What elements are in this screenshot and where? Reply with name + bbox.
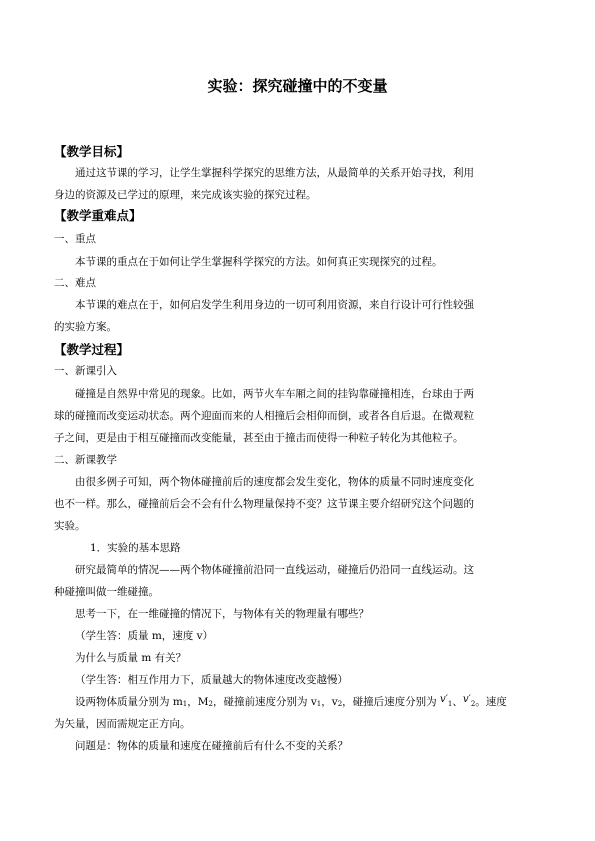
section-heading-process: 【教学过程】 [54,342,130,357]
paragraph-line: 通过这节课的学习，让学生掌握科学探究的思维方法，从最简单的关系开始寻找，利用 [75,167,474,179]
paragraph-line: 本节课的重点在于如何让学生掌握科学探究的方法。如何真正实现探究的过程。 [75,256,443,268]
student-answer: （学生答：质量 m，速度 v） [75,630,214,642]
subscript: 2 [337,700,343,708]
assume-text: ，碰撞前速度分别为 v [213,696,317,708]
section-heading-goals: 【教学目标】 [54,144,130,159]
paragraph-line: 为什么与质量 m 有关？ [75,652,187,664]
assume-text: 、 [452,696,463,708]
paragraph-line: 研究最简单的情况——两个物体碰撞前沿同一直线运动，碰撞后仍沿同一直线运动。这 [75,564,474,576]
velocity-prime: v′ [440,694,448,705]
velocity-prime: v′ [462,694,471,705]
paragraph-line: 种碰撞叫做一维碰撞。 [54,586,159,598]
assume-text: 。速度 [475,696,507,708]
paragraph-line: 为矢量，因而需规定正方向。 [54,718,191,730]
page-title: 实验：探究碰撞中的不变量 [207,77,388,95]
paragraph-line: 子之间，更是由于相互碰撞而改变能量，甚至由于撞击而使得一种粒子转化为其他粒子。 [54,432,464,444]
subscript: 2 [470,700,476,708]
assumption-line [75,695,507,711]
subheading-difficulty: 二、难点 [54,277,96,289]
subheading-basic-idea: 1．实验的基本思路 [90,542,181,554]
student-answer: （学生答：相互作用力下，质量越大的物体速度改变越慢） [75,674,348,686]
subheading-intro: 一、新课引入 [54,365,117,377]
subheading-new-lesson: 二、新课教学 [54,454,117,466]
paragraph-line: 球的碰撞而改变运动状态。两个迎面而来的人相撞后会相仰而倒，或者各自后退。在微观粒 [54,410,474,422]
section-heading-key-difficulties: 【教学重难点】 [54,208,142,223]
assume-text: ，碰撞后速度分别为 [342,696,440,708]
assume-text: ，M [187,696,209,708]
paragraph-line: 也不一样。那么，碰撞前后会不会有什么物理量保持不变？这节课主要介绍研究这个问题的 [54,498,474,510]
paragraph-line: 实验。 [54,520,86,532]
paragraph-line: 由很多例子可知，两个物体碰撞前后的速度都会发生变化，物体的质量不同时速度变化 [75,476,474,488]
paragraph-line: 身边的资源及已学过的原理，来完成该实验的探究过程。 [54,189,317,201]
paragraph-line: 问题是：物体的质量和速度在碰撞前后有什么不变的关系？ [75,740,348,752]
paragraph-line: 碰撞是自然界中常见的现象。比如，两节火车车厢之间的挂钩靠碰撞相连，台球由于两 [75,388,474,400]
paragraph-line: 的实验方案。 [54,321,117,333]
subscript: 1 [182,700,188,708]
assume-text: ，v [321,696,338,708]
subscript: 1 [316,700,322,708]
paragraph-line: 思考一下，在一维碰撞的情况下，与物体有关的物理量有哪些？ [75,608,369,620]
assume-text: 设两物体质量分别为 m [75,696,183,708]
subscript: 1 [447,700,453,708]
subscript: 2 [208,700,213,708]
subheading-key-point: 一、重点 [54,233,96,245]
paragraph-line: 本节课的难点在于，如何启发学生利用身边的一切可利用资源，来自行设计可行性较强 [75,299,474,311]
